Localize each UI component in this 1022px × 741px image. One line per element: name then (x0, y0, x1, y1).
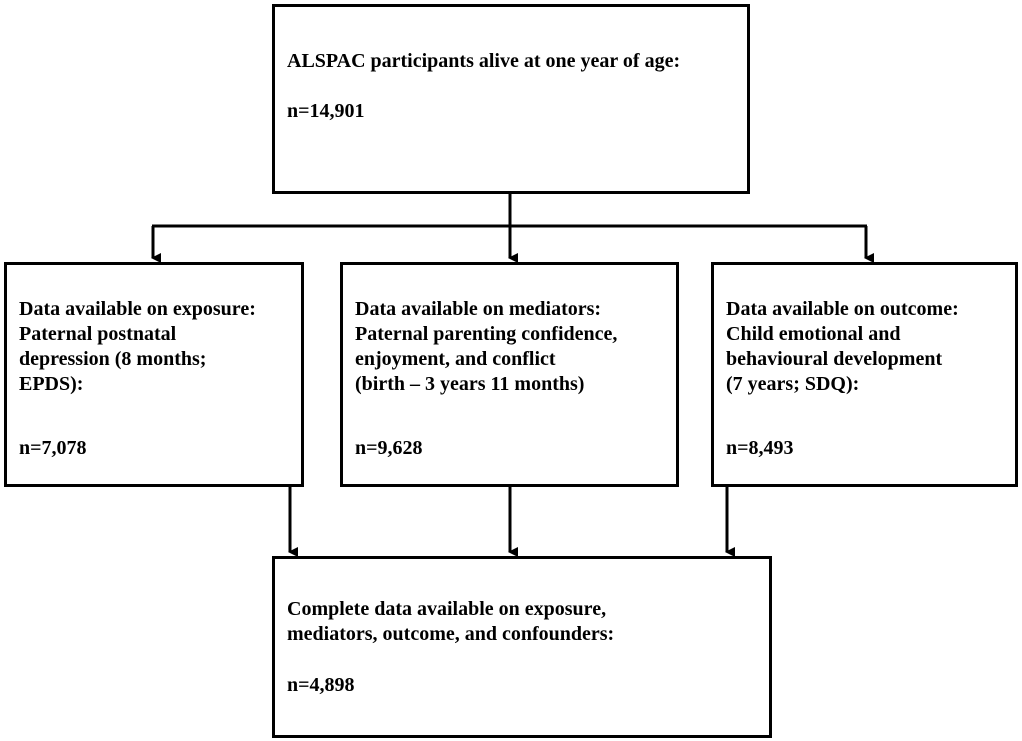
exposure-label-line: Paternal postnatal (19, 323, 177, 345)
outcome-label-line: behavioural development (726, 348, 943, 370)
outcome-label-line: (7 years; SDQ): (726, 373, 860, 395)
mediators-label-line: Paternal parenting confidence, (355, 323, 618, 345)
exposure-label-line: depression (8 months; (19, 348, 207, 370)
participants-label: ALSPAC participants alive at one year of age: (287, 50, 681, 72)
outcome-label-line: Child emotional and (726, 323, 901, 345)
exposure-box (4, 262, 304, 487)
exposure-count: n=7,078 (19, 437, 87, 459)
outcome-label (726, 297, 1005, 397)
mediators-label-line: (birth – 3 years 11 months) (355, 373, 585, 395)
outcome-count: n=8,493 (726, 437, 794, 459)
complete-data-box (272, 556, 772, 738)
outcome-box (711, 262, 1018, 487)
complete-data-label (287, 597, 759, 647)
exposure-label-line: Data available on exposure: (19, 298, 256, 320)
outcome-label-line: Data available on outcome: (726, 298, 959, 320)
mediators-label-line: Data available on mediators: (355, 298, 602, 320)
complete-data-label-line: mediators, outcome, and confounders: (287, 623, 615, 645)
complete-data-count: n=4,898 (287, 674, 355, 696)
mediators-label (355, 297, 666, 397)
complete-data-label-line: Complete data available on exposure, (287, 598, 607, 620)
participants-box (272, 4, 750, 194)
mediators-box (340, 262, 679, 487)
mediators-label-line: enjoyment, and conflict (355, 348, 556, 370)
mediators-count: n=9,628 (355, 437, 423, 459)
exposure-label-line: EPDS): (19, 373, 84, 395)
exposure-label (19, 297, 291, 397)
participants-count: n=14,901 (287, 100, 365, 122)
